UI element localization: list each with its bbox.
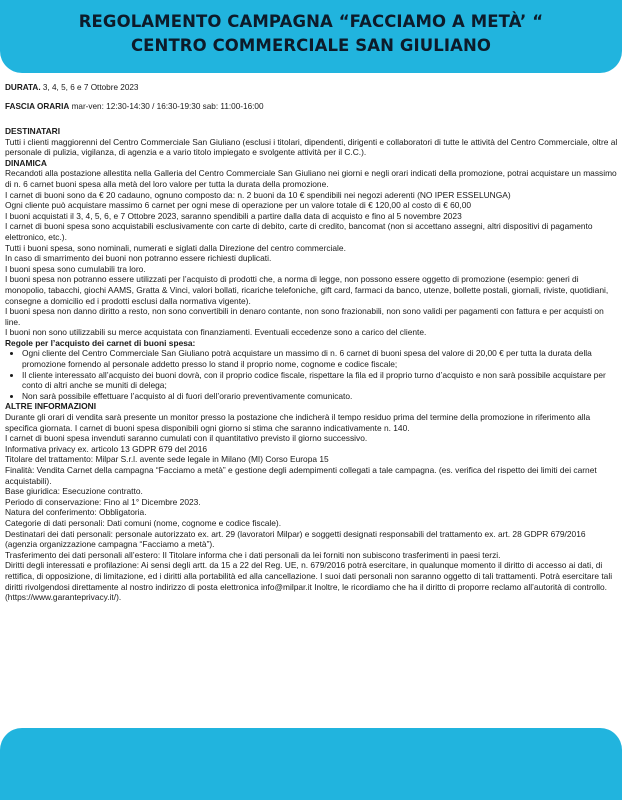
document-body <box>5 80 618 603</box>
altre-paragraph: Diritti degli interessati e profilazione: Ai sensi degli artt. da 15 a 22 del Reg. UE, n. 679/2016 potrà esercitare, in qualunque momento il diritto di accesso ai dati, di rettifica, di opposizione, di limitazione, ed i diritti alla portabilità ed alla cancellazione. I suoi dati personali non saranno oggetto di tali trattamenti. Potrà esercitare tali diritti rivolgendosi direttamente al nostro indirizzo di posta elettronica info@milpar.it Inoltre, le ricordiamo che ha il diritto di proporre reclamo all’autorità di controllo. (https://www.garanteprivacy.it/). <box>5 560 613 603</box>
dinamica-paragraph: I carnet di buoni spesa sono acquistabili esclusivamente con carte di debito, carte di credito, bancomat (non si accettano assegni, altri dispositivi di pagamento elettronico, etc.). <box>5 221 593 242</box>
duration-label: DURATA. <box>5 83 41 92</box>
dinamica-paragraph: I buoni spesa sono cumulabili tra loro. <box>5 263 146 274</box>
header-banner <box>0 0 622 73</box>
altre-paragraph: Finalità: Vendita Carnet della campagna “Facciamo a metà” e gestione degli adempimenti collegati a tale campagna. (es. verifica del rispetto dei limiti dei carnet acquistabili). <box>5 465 597 486</box>
page-title <box>0 0 622 58</box>
dinamica-paragraph: Tutti i buoni spesa, sono nominali, numerati e siglati dalla Direzione del centro commerciale. <box>5 242 346 253</box>
dinamica-paragraph: I carnet di buoni sono da € 20 cadauno, ognuno composto da: n. 2 buoni da 10 € spendibili nei negozi aderenti (NO IPER ESSELUNGA) <box>5 189 511 200</box>
regole-item: • Ogni cliente del Centro Commerciale San Giuliano potrà acquistare un massimo di n. 6 carnet di buoni spesa del valore di 20,00 € per tutta la durata della promozione fornendo al personale addetto presso lo stand il proprio nome, cognome e codice fiscale; <box>22 348 618 369</box>
altre-heading: ALTRE INFORMAZIONI <box>5 401 97 412</box>
altre-paragraph: Natura del conferimento: Obbligatoria. <box>5 507 147 518</box>
duration-value: 3, 4, 5, 6 e 7 Ottobre 2023 <box>40 83 139 92</box>
dinamica-paragraph: Recandoti alla postazione allestita nella Galleria del Centro Commerciale San Giuliano nei giorni e negli orari indicati della promozione, potrai acquistare un massimo di n. 6 carnet buoni spesa alla metà del loro valore per tutta la durata della promozione. <box>5 168 617 189</box>
hours-value: mar-ven: 12:30-14:30 / 16:30-19:30 sab: 11:00-16:00 <box>69 102 264 111</box>
dinamica-paragraph: I buoni spesa non potranno essere utilizzati per l’acquisto di prodotti che, a norma di legge, non possono essere oggetto di promozione (esempio: generi di monopolio, tabacchi, giochi AAMS, Gratta & Vinci, valori bollati, ricariche telefoniche, gift card, farmaci da banco, utenze, bollette postali, giornali, riviste, quotidiani, consegne a domicilio ed i prodotti esclusi dalla normativa vigente). <box>5 274 609 306</box>
altre-paragraph: Durante gli orari di vendita sarà presente un monitor presso la postazione che indicherà il tempo residuo prima del termine della promozione in riferimento alla specifica giornata. I carnet di buoni spesa disponibili ogni giorno si stima che saranno indicativamente n. 140. <box>5 412 591 433</box>
altre-paragraph: Trasferimento dei dati personali all’estero: Il Titolare informa che i dati personali da lei forniti non subiscono trasferimenti in paesi terzi. <box>5 549 501 560</box>
altre-paragraph: Titolare del trattamento: Milpar S.r.l. avente sede legale in Milano (MI) Corso Europa 15 <box>5 454 329 465</box>
regole-item: • Il cliente interessato all’acquisto dei buoni dovrà, con il proprio codice fiscale, rispettare la fila ed il proprio turno d’acquisto e non sarà possibile acquistare per conto di altri anche se muniti di delega; <box>22 370 618 391</box>
altre-paragraph: Destinatari dei dati personali: personale autorizzato ex. art. 29 (lavoratori Milpar) e soggetti designati responsabili del trattamento ex. art. 28 GDPR 679/2016 (agenzia organizzazione campagna “Facciamo a metà”). <box>5 528 586 550</box>
regole-item: • Non sarà possibile effettuare l’acquisto al di fuori dell’orario preventivamente comunicato. <box>22 391 618 402</box>
dinamica-paragraph: I buoni non sono utilizzabili su merce acquistata con finanziamenti. Eventuali eccedenze sono a carico del cliente. <box>5 327 427 338</box>
regole-heading: Regole per l’acquisto dei carnet di buoni spesa: <box>5 337 196 348</box>
dinamica-paragraph: I buoni acquistati il 3, 4, 5, 6, e 7 Ottobre 2023, saranno spendibili a partire dalla data di acquisto e fino al 5 novembre 2023 <box>5 210 462 221</box>
dinamica-paragraph: Ogni cliente può acquistare massimo 6 carnet per ogni mese di operazione per un valore totale di € 120,00 al costo di € 60,00 <box>5 200 472 211</box>
title-line-2: CENTRO COMMERCIALE SAN GIULIANO <box>130 36 492 55</box>
dinamica-heading: DINAMICA <box>5 157 47 168</box>
dinamica-paragraph: In caso di smarrimento dei buoni non potranno essere richiesti duplicati. <box>5 253 272 264</box>
altre-paragraph: I carnet di buoni spesa invenduti saranno cumulati con il quantitativo previsto il giorno successivo. <box>5 433 368 444</box>
duration-line <box>5 82 618 93</box>
altre-paragraph: Periodo di conservazione: Fino al 1° Dicembre 2023. <box>5 496 201 507</box>
hours-label: FASCIA ORARIA <box>5 102 70 111</box>
footer-banner <box>0 728 622 800</box>
altre-paragraph: Categorie di dati personali: Dati comuni (nome, cognome e codice fiscale). <box>5 517 282 528</box>
destinatari-heading: DESTINATARI <box>5 126 61 136</box>
hours-line <box>5 101 618 112</box>
regole-list <box>5 348 618 401</box>
altre-paragraph: Informativa privacy ex. articolo 13 GDPR 679 del 2016 <box>5 443 208 454</box>
title-line-1: REGOLAMENTO CAMPAGNA “FACCIAMO A METÀ’ “ <box>78 12 544 31</box>
altre-paragraph: Base giuridica: Esecuzione contratto. <box>5 486 143 497</box>
dinamica-paragraph: I buoni spesa non danno diritto a resto, non sono convertibili in denaro contante, non sono frazionabili, non sono validi per pagamenti con fattura e per acquisti on line. <box>5 306 604 327</box>
destinatari-text: Tutti i clienti maggiorenni del Centro Commerciale San Giuliano (esclusi i titolari, dipendenti, dirigenti e collaboratori di tutte le attività del Centro Commerciale, oltre al personale di pulizia, vigilanza, di agenzia e a vario titolo impiegato e svolgente attività per il C.C.). <box>5 136 618 158</box>
